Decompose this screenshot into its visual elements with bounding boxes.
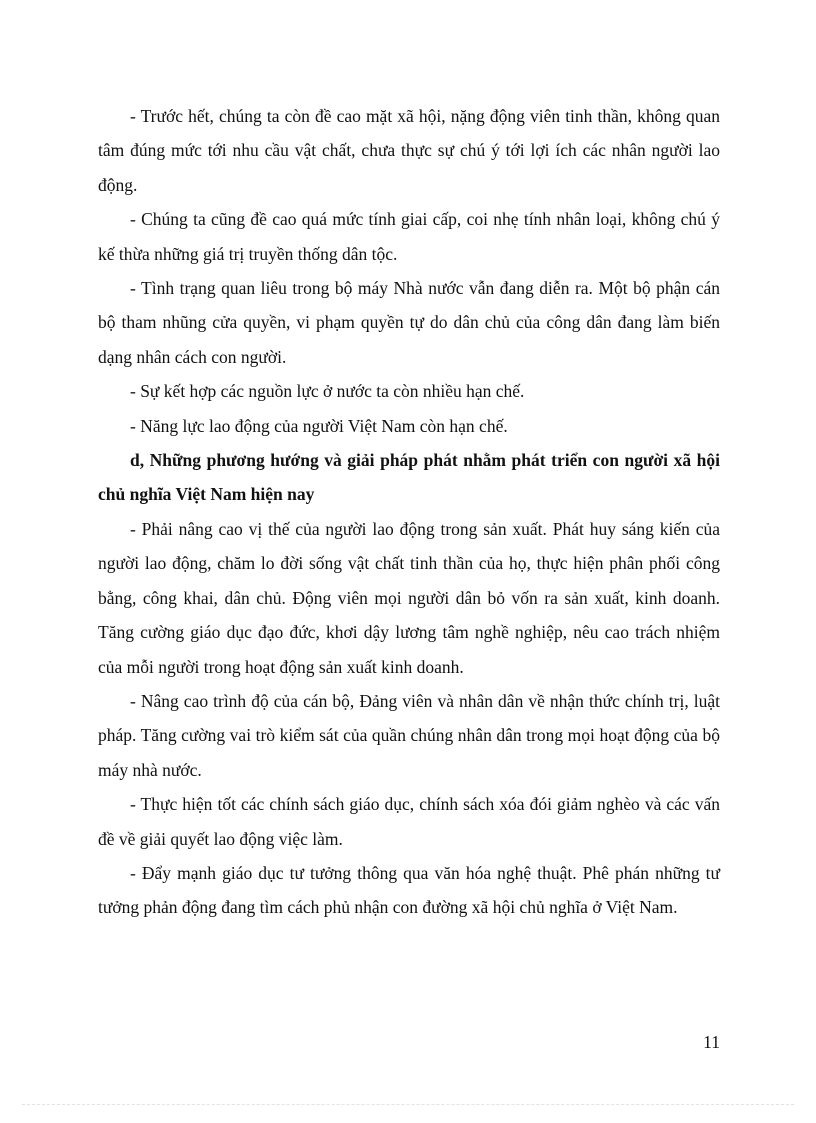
page-number: 11 xyxy=(703,1032,720,1052)
paragraph-solution-1: - Phải nâng cao vị thế của người lao động trong sản xuất. Phát huy sáng kiến của người lao động, chăm lo đời sống vật chất tinh thần của họ, thực hiện phân phối công bằng, công khai, dân chủ. Động viên mọi người dân bỏ vốn ra sản xuất, kinh doanh. Tăng cường giáo dục đạo đức, khơi dậy lương tâm nghề nghiệp, nêu cao trách nhiệm của mỗi người trong hoạt động sản xuất kinh doanh. xyxy=(98,518,720,677)
section-heading: d, Những phương hướng và giải pháp phát nhằm phát triển con người xã hội chủ nghĩa Việt Nam hiện nay xyxy=(98,450,720,505)
page-body xyxy=(98,99,720,925)
paragraph-solution-3: - Thực hiện tốt các chính sách giáo dục, chính sách xóa đói giảm nghèo và các vấn đề về giải quyết lao động việc làm. xyxy=(98,794,720,849)
paragraph-limitation-5: - Năng lực lao động của người Việt Nam còn hạn chế. xyxy=(130,415,508,436)
paragraph-limitation-4: - Sự kết hợp các nguồn lực ở nước ta còn nhiều hạn chế. xyxy=(130,381,525,402)
paragraph-limitation-3: - Tình trạng quan liêu trong bộ máy Nhà nước vẫn đang diễn ra. Một bộ phận cán bộ tham nhũng cửa quyền, vi phạm quyền tự do dân chủ của công dân đang làm biến dạng nhân cách con người. xyxy=(98,278,720,367)
paragraph-solution-2: - Nâng cao trình độ của cán bộ, Đảng viên và nhân dân về nhận thức chính trị, luật pháp. Tăng cường vai trò kiểm sát của quần chúng nhân dân trong mọi hoạt động của bộ máy nhà nước. xyxy=(98,690,720,780)
paragraph-limitation-1: - Trước hết, chúng ta còn đề cao mặt xã hội, nặng động viên tinh thần, không quan tâm đúng mức tới nhu cầu vật chất, chưa thực sự chú ý tới lợi ích các nhân người lao động. xyxy=(98,106,720,195)
paragraph-solution-4: - Đẩy mạnh giáo dục tư tưởng thông qua văn hóa nghệ thuật. Phê phán những tư tưởng phản động đang tìm cách phủ nhận con đường xã hội chủ nghĩa ở Việt Nam. xyxy=(98,862,720,918)
page-bottom-rule xyxy=(22,1104,794,1105)
paragraph-limitation-2: - Chúng ta cũng đề cao quá mức tính giai cấp, coi nhẹ tính nhân loại, không chú ý kế thừa những giá trị truyền thống dân tộc. xyxy=(98,209,720,264)
